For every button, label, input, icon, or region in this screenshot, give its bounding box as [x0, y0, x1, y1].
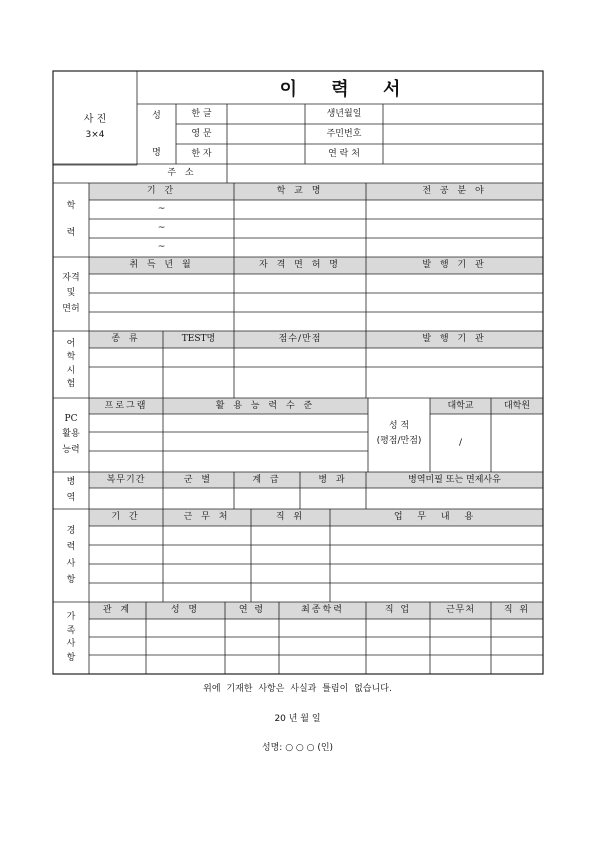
- education-side-label: 학 력: [66, 200, 76, 238]
- education-period-header: 기 간: [146, 186, 177, 196]
- name-label-bottom: 명: [152, 147, 161, 158]
- military-branch-header: 군 별: [183, 474, 214, 485]
- signature-line: 성명: ○ ○ ○ (인): [261, 743, 334, 753]
- career-period-header: 기 간: [111, 512, 141, 522]
- career-duty-header: 업 무 내 용: [393, 512, 480, 522]
- military-side-label: 병 역: [66, 477, 76, 503]
- education-major-header: 전 공 분 야: [422, 186, 487, 196]
- career-company-header: 근 무 처: [183, 512, 231, 522]
- grade-label: 성 적 (평점/만점): [376, 420, 422, 446]
- language-issuer-header: 발 행 기 관: [422, 334, 487, 344]
- family-position-header: 직 위: [503, 605, 531, 615]
- family-name-header: 성 명: [170, 605, 201, 615]
- pc-side-label: PC 활용 능력: [62, 414, 80, 455]
- education-tilde[interactable]: ~: [157, 223, 166, 233]
- license-name-header: 자 격 면 허 명: [259, 260, 341, 270]
- language-type-header: 종 류: [111, 334, 141, 344]
- language-side-label: 어 학 시 험: [66, 339, 76, 389]
- photo-box[interactable]: [53, 108, 137, 146]
- birth-field[interactable]: [383, 104, 543, 124]
- name-label-top: 성: [152, 110, 161, 121]
- page-title: 이 력 서: [279, 79, 401, 100]
- pc-level-header: 활 용 능 력 수 준: [215, 400, 316, 411]
- license-issuer-header: 발 행 기 관: [422, 260, 487, 270]
- education-tilde[interactable]: ~: [157, 204, 166, 214]
- id-number-label: 주민번호: [326, 128, 362, 139]
- english-name-field[interactable]: [227, 124, 305, 144]
- military-rank-header: 계 급: [252, 474, 282, 485]
- contact-label: 연 락 처: [328, 148, 360, 159]
- university-grade-field[interactable]: /: [458, 437, 463, 448]
- contact-field[interactable]: [383, 144, 543, 164]
- english-name-label: 영 문: [191, 128, 212, 139]
- family-job-header: 직 업: [384, 605, 412, 615]
- truth-statement: 위에 기재한 사항은 사실과 틀림이 없습니다.: [203, 684, 392, 694]
- birth-label: 생년월일: [326, 108, 362, 119]
- language-score-header: 점수/만점: [278, 334, 322, 344]
- id-number-field[interactable]: [383, 124, 543, 144]
- family-education-header: 최종학력: [301, 605, 344, 615]
- hanja-name-field[interactable]: [227, 144, 305, 164]
- license-side-label: 자격 및 면허: [62, 273, 80, 314]
- hangul-name-field[interactable]: [227, 104, 305, 124]
- date-line: 20 년 월 일: [274, 714, 321, 724]
- address-label: 주 소: [167, 168, 197, 178]
- pc-program-header: 프로그램: [104, 400, 148, 411]
- graduate-grade-field[interactable]: [491, 414, 543, 472]
- hanja-name-label: 한 자: [191, 148, 212, 159]
- photo-label: 사 진: [83, 113, 107, 125]
- license-date-header: 취 득 년 월: [129, 260, 194, 270]
- hangul-name-label: 한 글: [191, 108, 212, 119]
- family-workplace-header: 근무처: [445, 605, 476, 615]
- education-school-header: 학 교 명: [276, 186, 324, 196]
- family-relation-header: 관 계: [102, 605, 133, 615]
- military-specialty-header: 병 과: [318, 474, 348, 485]
- photo-size: 3×4: [85, 129, 105, 140]
- education-tilde[interactable]: ~: [157, 242, 166, 252]
- family-age-header: 연 령: [238, 605, 266, 615]
- career-position-header: 직 위: [275, 512, 306, 522]
- graduate-header: 대학원: [503, 400, 531, 411]
- career-side-label: 경 력 사 항: [66, 526, 76, 585]
- language-test-name-header: TEST명: [181, 334, 216, 344]
- university-header: 대학교: [447, 400, 474, 411]
- military-exemption-header: 병역미필 또는 면제사유: [408, 474, 501, 485]
- address-field[interactable]: [227, 164, 543, 183]
- family-side-label: 가 족 사 항: [66, 612, 76, 663]
- military-period-header: 복무기간: [106, 474, 146, 485]
